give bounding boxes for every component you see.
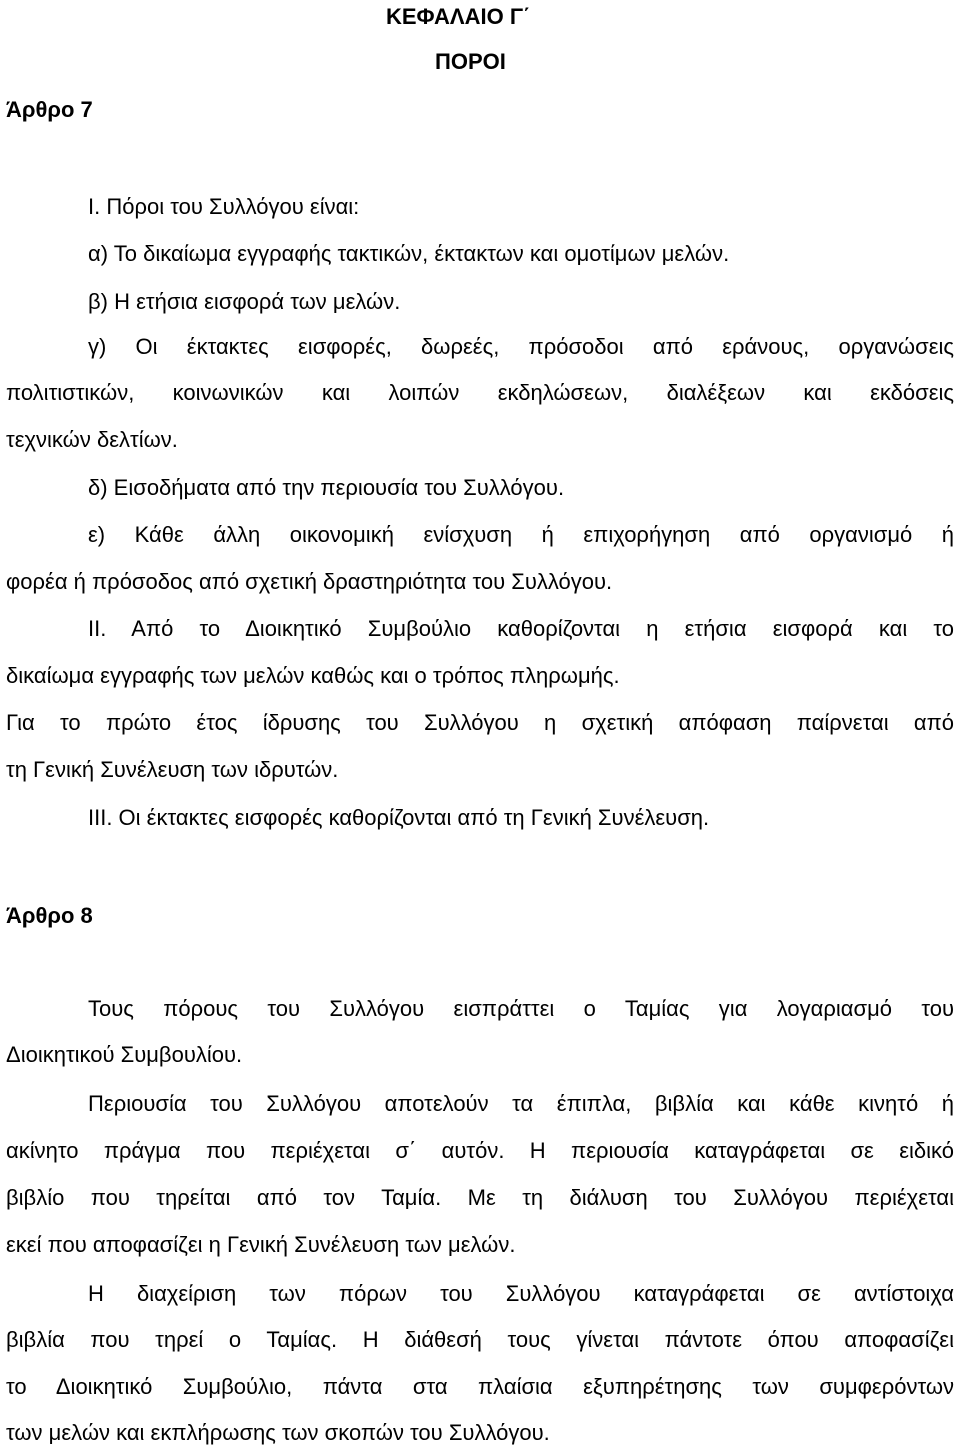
article-7-line: πολιτιστικών, κοινωνικών και λοιπών εκδηλώσεων, διαλέξεων και εκδόσεις [6, 380, 954, 405]
article-7-line: Ι. Πόροι του Συλλόγου είναι: [88, 194, 360, 219]
article-7-line: τεχνικών δελτίων. [6, 427, 178, 452]
article-8-line: βιβλία που τηρεί ο Ταμίας. Η διάθεσή τους γίνεται πάντοτε όπου αποφασίζει [6, 1327, 954, 1352]
chapter-subtitle: ΠΟΡΟΙ [435, 49, 506, 74]
article-8-line: Περιουσία του Συλλόγου αποτελούν τα έπιπλα, βιβλία και κάθε κινητό ή [88, 1091, 954, 1116]
article-8-line: Διοικητικού Συμβουλίου. [6, 1042, 243, 1067]
article-8-line: εκεί που αποφασίζει η Γενική Συνέλευση των μελών. [6, 1232, 516, 1257]
article-8-line: βιβλίο που τηρείται από τον Ταμία. Με τη διάλυση του Συλλόγου περιέχεται [6, 1185, 954, 1210]
article-8-line: των μελών και εκπλήρωσης των σκοπών του Συλλόγου. [6, 1420, 550, 1445]
article-7-line: δικαίωμα εγγραφής των μελών καθώς και ο τρόπος πληρωμής. [6, 663, 620, 688]
article-7-line: γ) Οι έκτακτες εισφορές, δωρεές, πρόσοδοι από εράνους, οργανώσεις [88, 334, 954, 359]
article-8-line: ακίνητο πράγμα που περιέχεται σ΄ αυτόν. Η περιουσία καταγράφεται σε ειδικό [6, 1138, 954, 1163]
article-7-line: Για το πρώτο έτος ίδρυσης του Συλλόγου η σχετική απόφαση παίρνεται από [6, 710, 954, 735]
article-7-line: α) Το δικαίωμα εγγραφής τακτικών, έκτακτων και ομοτίμων μελών. [88, 241, 730, 266]
article-7-line: τη Γενική Συνέλευση των ιδρυτών. [6, 757, 339, 782]
article-8-heading: Άρθρο 8 [6, 903, 93, 928]
article-7-line: ΙΙ. Από το Διοικητικό Συμβούλιο καθορίζονται η ετήσια εισφορά και το [88, 616, 954, 641]
chapter-title: ΚΕΦΑΛΑΙΟ Γ΄ [386, 4, 531, 29]
article-7-line: ΙΙΙ. Οι έκτακτες εισφορές καθορίζονται από τη Γενική Συνέλευση. [88, 805, 710, 830]
article-8-line: το Διοικητικό Συμβούλιο, πάντα στα πλαίσια εξυπηρέτησης των συμφερόντων [6, 1374, 954, 1399]
article-7-line: β) Η ετήσια εισφορά των μελών. [88, 289, 401, 314]
article-8-line: Η διαχείριση των πόρων του Συλλόγου καταγράφεται σε αντίστοιχα [88, 1281, 954, 1306]
article-7-line: ε) Κάθε άλλη οικονομική ενίσχυση ή επιχορήγηση από οργανισμό ή [88, 522, 954, 547]
article-8-line: Τους πόρους του Συλλόγου εισπράττει ο Ταμίας για λογαριασμό του [88, 996, 954, 1021]
article-7-line: φορέα ή πρόσοδος από σχετική δραστηριότητα του Συλλόγου. [6, 569, 613, 594]
article-7-heading: Άρθρο 7 [6, 97, 93, 122]
article-7-line: δ) Εισοδήματα από την περιουσία του Συλλόγου. [88, 475, 565, 500]
